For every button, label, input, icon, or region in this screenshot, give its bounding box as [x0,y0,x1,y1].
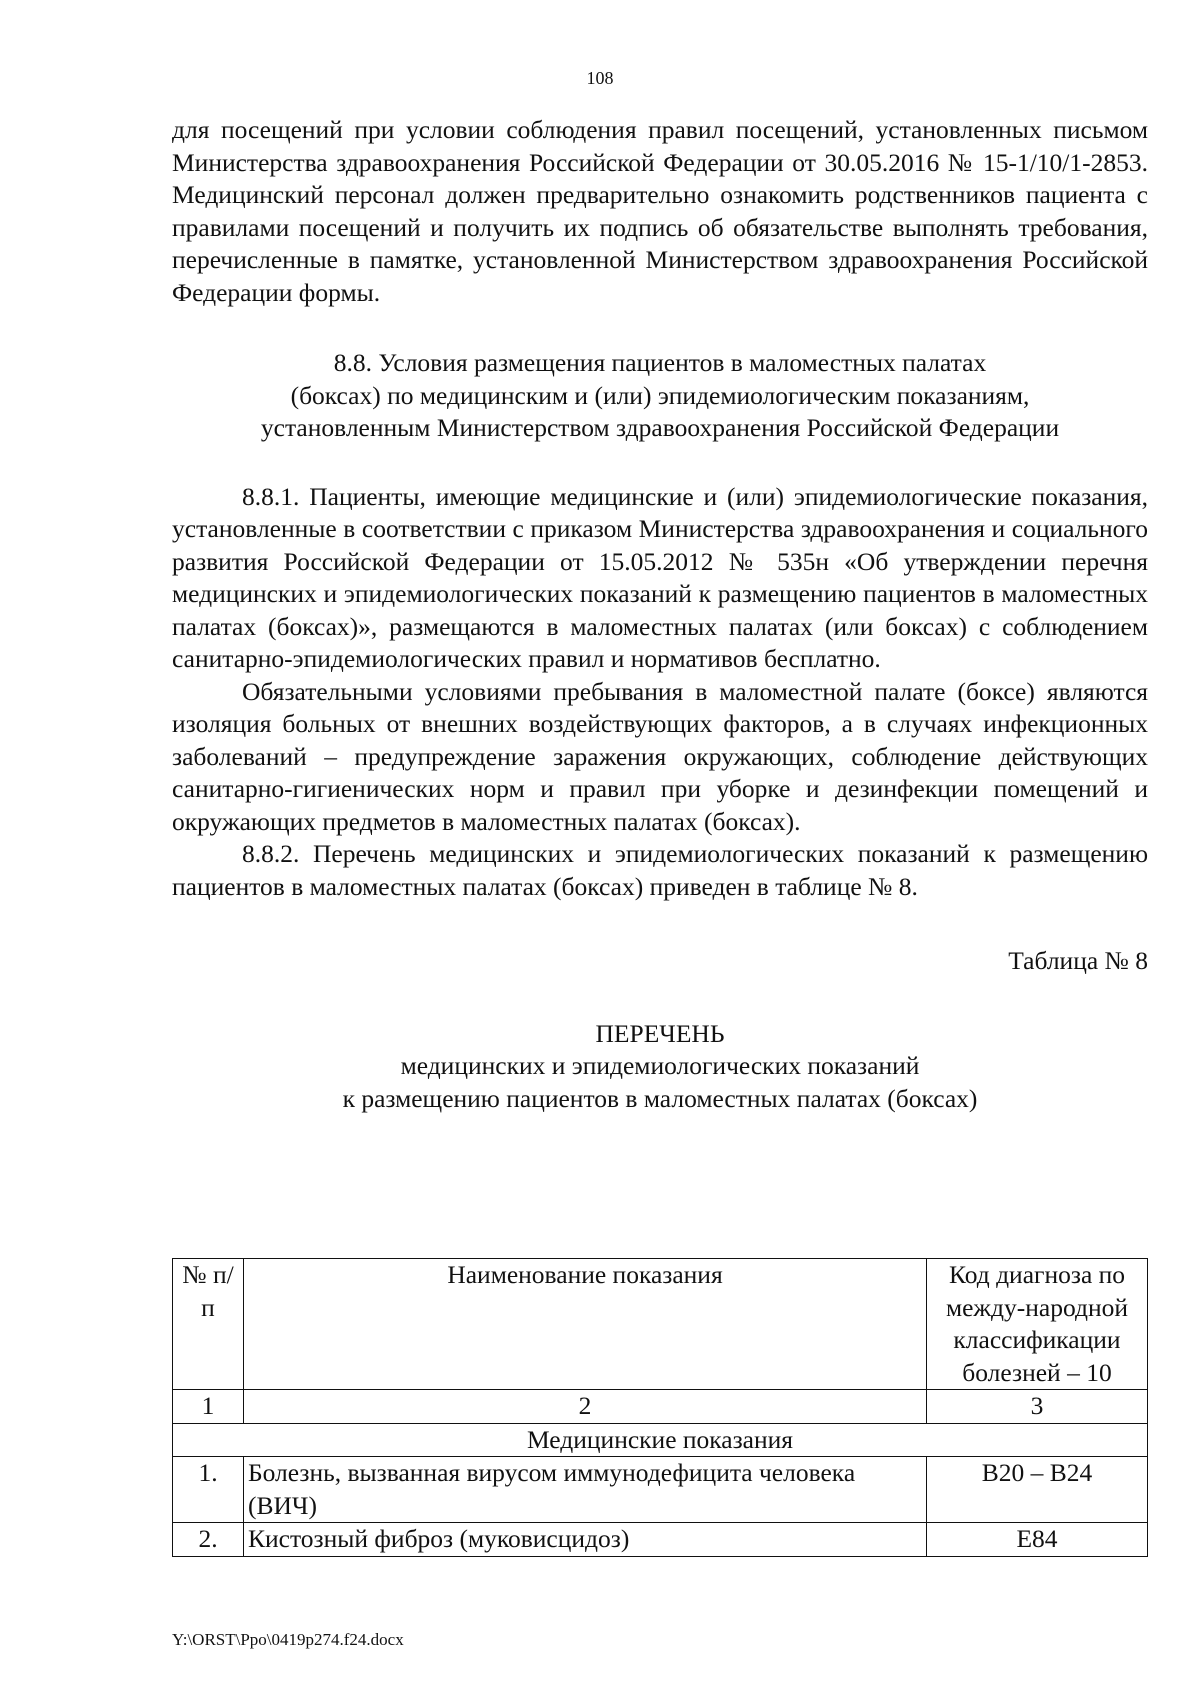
header-name: Наименование показания [244,1259,927,1390]
table-title-line: медицинских и эпидемиологических показаний [400,1051,920,1080]
document-body [172,114,1148,1115]
column-number: 1 [173,1390,244,1424]
table-row [173,1523,1148,1557]
table-title-line: ПЕРЕЧЕНЬ [595,1018,725,1048]
intro-paragraph: для посещений при условии соблюдения правил посещений, установленных письмом Министерства здравоохранения Российской Федерации от 30.05.2016 № 15-1/10/1-2853. Медицинский персонал должен предварительно ознакомить родственников пациента с правилами посещений и получить их подпись об обязательстве выполнять требования, перечисленные в памятке, установленной Министерством здравоохранения Российской Федерации формы. [172,115,1148,307]
column-number: 2 [244,1390,927,1424]
paragraph-conditions: Обязательными условиями пребывания в маломестной палате (боксе) являются изоляция больных от внешних воздействующих факторов, а в случаях инфекционных заболеваний – предупреждение заражения окружающих, соблюдение действующих санитарно-гигиенических норм и правил при уборке и дезинфекции помещений и окружающих предметов в маломестных палатах (боксах). [172,676,1148,836]
section-title [172,347,1148,445]
row-code: B20 – B24 [927,1457,1148,1523]
section-title-line: установленным Министерством здравоохранения Российской Федерации [260,413,1060,442]
page-number: 108 [586,68,614,88]
row-number: 2. [173,1523,244,1557]
file-path-footer: Y:\ORST\Ppo\0419p274.f24.docx [172,1630,404,1649]
row-name: Болезнь, вызванная вирусом иммунодефицита человека (ВИЧ) [244,1457,927,1523]
column-numbers-row [173,1390,1148,1424]
paragraph-8-8-2: 8.8.2. Перечень медицинских и эпидемиологических показаний к размещению пациентов в маломестных палатах (боксах) приведен в таблице № 8. [172,839,1148,901]
paragraph-8-8-1: 8.8.1. Пациенты, имеющие медицинские и (или) эпидемиологические показания, установленные в соответствии с приказом Министерства здравоохранения и социального развития Российской Федерации от 15.05.2012 № 535н «Об утверждении перечня медицинских и эпидемиологических показаний к размещению пациентов в маломестных палатах (боксах)», размещаются в маломестных палатах (или боксах) с соблюдением санитарно-эпидемиологических правил и нормативов бесплатно. [172,481,1148,673]
table-label: Таблица № 8 [1008,946,1148,975]
row-code: E84 [927,1523,1148,1557]
table-title-line: к размещению пациентов в маломестных палатах (боксах) [342,1083,978,1113]
header-code: Код диагноза по между-народной классификации болезней – 10 [927,1259,1148,1390]
section-title-line: (боксах) по медицинским и (или) эпидемиологическим показаниям, [290,380,1030,410]
row-number: 1. [173,1457,244,1523]
header-number: № п/п [173,1259,244,1390]
group-row [173,1423,1148,1457]
section-title-line: 8.8. Условия размещения пациентов в маломестных палатах [333,348,987,377]
table-row [173,1457,1148,1523]
column-number: 3 [927,1390,1148,1424]
table-header-row [173,1259,1148,1390]
table-title [172,1018,1148,1116]
indications-table [172,1258,1148,1557]
group-label: Медицинские показания [173,1423,1148,1457]
row-name: Кистозный фиброз (муковисцидоз) [244,1523,927,1557]
